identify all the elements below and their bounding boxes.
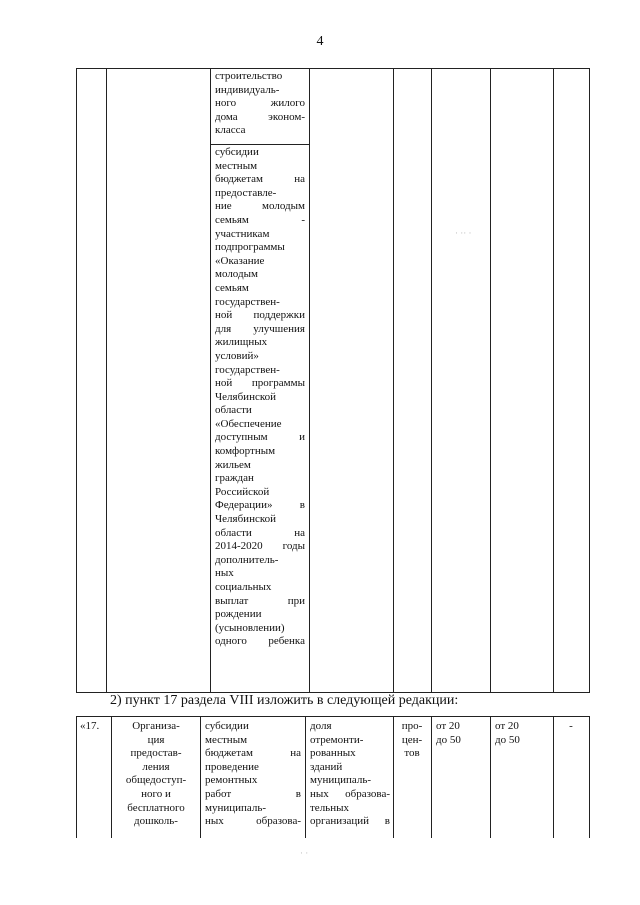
cell-line: «17. <box>80 720 100 732</box>
column-line <box>76 68 77 693</box>
cell-line: государствен- <box>215 295 280 308</box>
cell-line: «Обеспечение <box>215 417 282 430</box>
table-border <box>76 68 590 69</box>
cell-line: жилищных <box>215 336 268 349</box>
cell-line: доступным и <box>215 431 305 444</box>
row-number <box>80 720 108 734</box>
cell-line: (усыновлении) <box>215 621 285 634</box>
column-line <box>589 68 590 693</box>
cell-line: ного жилого <box>215 97 305 110</box>
column-line <box>200 716 201 838</box>
cell-divider <box>210 144 309 145</box>
cell-line: проведение <box>205 760 259 773</box>
cell-line: государствен- <box>215 363 280 376</box>
cell-line: ных образова- <box>310 787 390 800</box>
cell-indicator <box>310 720 390 829</box>
cell-line: 2014-2020 годы <box>215 540 305 553</box>
cell-line: дома эконом- <box>215 110 305 123</box>
cell-subsidy <box>205 720 301 829</box>
cell-line: цен- <box>401 733 423 746</box>
page-number: 4 <box>316 34 324 49</box>
cell-line: строительство <box>215 70 283 82</box>
upper-cell-housing-type <box>215 70 305 138</box>
cell-line: класса <box>215 124 246 137</box>
column-line <box>106 68 107 693</box>
column-line <box>553 716 554 838</box>
table-border <box>76 716 590 717</box>
cell-value-first-year <box>436 720 486 747</box>
cell-line: бесплатного <box>127 801 185 814</box>
cell-line: области <box>215 404 252 417</box>
cell-line: доля <box>310 720 332 732</box>
cell-line: Челябинской <box>215 390 277 403</box>
cell-activity <box>116 720 196 829</box>
cell-line: ремонтных <box>205 774 258 787</box>
cell-line: выплат при <box>215 594 305 607</box>
cell-line: до 50 <box>495 733 520 746</box>
column-line <box>431 716 432 838</box>
column-line <box>111 716 112 838</box>
column-line <box>309 68 310 693</box>
cell-line: дополнитель- <box>215 553 279 566</box>
cell-line: от 20 <box>495 720 519 732</box>
cell-line: муниципаль- <box>310 774 372 787</box>
cell-line: молодым <box>215 268 258 281</box>
cell-line: ных <box>215 567 234 580</box>
cell-line: предоставле- <box>215 186 277 199</box>
cell-line: субсидии <box>205 720 249 732</box>
cell-line: рождении <box>215 608 262 621</box>
column-line <box>431 68 432 693</box>
cell-line: ция <box>147 733 165 746</box>
cell-line: дошколь- <box>134 815 178 828</box>
cell-line: тов <box>404 747 420 760</box>
column-line <box>305 716 306 838</box>
cell-line: участникам <box>215 227 270 240</box>
cell-line: семьям - <box>215 213 305 226</box>
scan-speck: · ·· · <box>455 228 472 238</box>
cell-line: ного и <box>141 787 171 800</box>
cell-line: бюджетам на <box>205 747 301 760</box>
amendment-instruction: 2) пункт 17 раздела VIII изложить в следующей редакции: <box>110 693 459 708</box>
column-line <box>210 68 211 693</box>
cell-line: ления <box>142 760 170 773</box>
cell-line: семьям <box>215 281 249 294</box>
cell-line: бюджетам на <box>215 173 305 186</box>
cell-line: подпрограммы <box>215 241 285 254</box>
cell-line: «Оказание <box>215 254 265 267</box>
upper-cell-subsidy-description <box>215 146 305 649</box>
cell-line: условий» <box>215 349 259 362</box>
cell-line: рованных <box>310 747 356 760</box>
cell-line: до 50 <box>436 733 461 746</box>
cell-value-third-year <box>556 720 586 734</box>
column-line <box>393 68 394 693</box>
cell-line: для улучшения <box>215 322 305 335</box>
cell-value-second-year <box>495 720 549 747</box>
cell-line: одного ребенка <box>215 635 305 648</box>
cell-line: Российской <box>215 485 270 498</box>
column-line <box>490 716 491 838</box>
cell-line: комфортным <box>215 445 276 458</box>
column-line <box>76 716 77 838</box>
cell-line: ной поддержки <box>215 309 305 322</box>
cell-line: ной программы <box>215 377 305 390</box>
cell-line: ние молодым <box>215 200 305 213</box>
cell-line: тельных <box>310 801 349 814</box>
cell-line: социальных <box>215 581 272 593</box>
cell-line: организаций в <box>310 815 390 828</box>
scan-speck: · · <box>300 848 309 858</box>
cell-line: индивидуаль- <box>215 83 280 96</box>
cell-line: муниципаль- <box>205 801 267 814</box>
cell-unit <box>395 720 429 761</box>
cell-line: жильем <box>215 458 251 471</box>
cell-line: Челябинской <box>215 513 277 526</box>
column-line <box>589 716 590 838</box>
cell-line: зданий <box>310 760 343 773</box>
column-line <box>393 716 394 838</box>
cell-line: области на <box>215 526 305 539</box>
column-line <box>490 68 491 693</box>
cell-line: про- <box>401 720 423 732</box>
cell-line: отремонти- <box>310 733 364 746</box>
cell-line: Организа- <box>132 720 180 732</box>
cell-line: местным <box>215 159 258 172</box>
cell-line: Федерации» в <box>215 499 305 512</box>
cell-line: от 20 <box>436 720 460 732</box>
cell-line: - <box>569 720 573 732</box>
cell-line: общедоступ- <box>125 774 187 787</box>
column-line <box>553 68 554 693</box>
cell-line: граждан <box>215 472 254 485</box>
cell-line: ных образова- <box>205 815 301 828</box>
cell-line: предостав- <box>130 747 182 760</box>
cell-line: работ в <box>205 787 301 800</box>
cell-line: местным <box>205 733 248 746</box>
cell-line: субсидии <box>215 146 259 158</box>
